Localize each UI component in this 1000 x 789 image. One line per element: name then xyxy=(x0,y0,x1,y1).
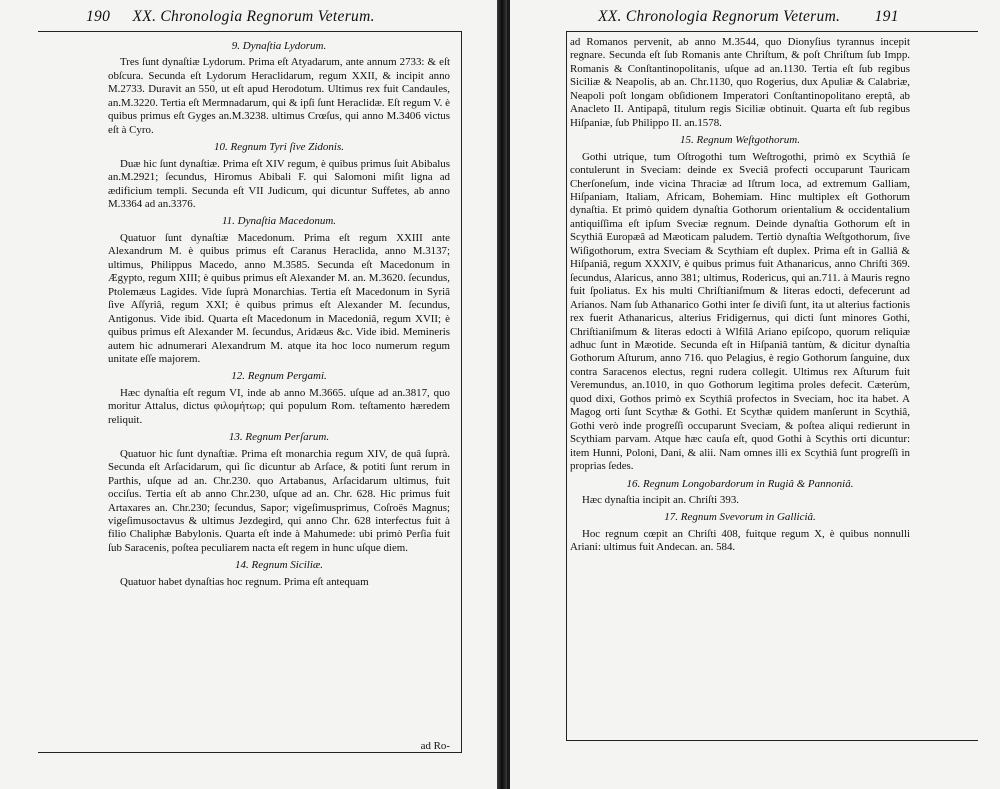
section-heading: 15. Regnum Weſtgothorum. xyxy=(680,134,800,147)
section-body: Duæ hic ſunt dynaſtiæ. Prima eſt XIV regum, è quibus primus ſuit Abibalus an.M.2921; ſecundus, Hiromus Abibali F. qui Salomoni miſit ligna ad ædificium templi. Secunda eſt VII Judicum, qui dicuntur Suffetes, ab anno M.3364 ad an.3376. xyxy=(108,157,450,210)
page-number: 191 xyxy=(874,8,899,25)
catchword: ad Ro- xyxy=(420,740,450,752)
continued-text: ad Romanos pervenit, ab anno M.3544, quo Dionyſius tyrannus incepit regnare. Secunda eſt ſub Romanis ante Chriſtum, & poſt Chriſtum ſub Impp. Romanis & Conſtantinopolitanis, uſque ad an.1130. Tertia eſt ſub regibus Siciliæ & Neapolis, ab an. Chr.1130, quo Rogerius, dux Apuliæ & Calabriæ, Neapoli poſt longam obſidionem Imperatori Conſtantinopolitano ereptâ, ab Anacleto II. Antipapâ, titulum regis Siciliæ obtinuit. Quarta eſt ſub regibus Hiſpaniæ, ſub Philippo II. an.1578. xyxy=(570,36,910,129)
top-rule xyxy=(38,31,462,32)
section-body: Hæc dynaſtia eſt regum VI, inde ab anno M.3665. uſque ad an.3817, quo moritur Attalus, dictus φιλομήτωρ; qui populum Rom. teſtamento hæredem reliquit. xyxy=(108,386,450,426)
section-body: Hoc regnum cœpit an Chriſti 408, fuitque regum X, è quibus nonnulli Ariani: ultimus fuit Andecan. an. 584. xyxy=(570,527,910,554)
right-page xyxy=(507,0,1000,789)
section-heading: 14. Regnum Siciliæ. xyxy=(235,559,323,572)
section-heading: 13. Regnum Perſarum. xyxy=(228,431,330,444)
top-rule xyxy=(566,31,978,32)
right-text-column xyxy=(570,36,910,557)
bottom-rule xyxy=(566,740,978,741)
section-heading: 16. Regnum Longobardorum in Rugiâ & Pannoniâ. xyxy=(626,477,854,490)
section-heading: 17. Regnum Svevorum in Galliciâ. xyxy=(664,511,816,524)
section-heading: 10. Regnum Tyri ſive Zidonis. xyxy=(214,141,344,154)
section-heading: 11. Dynaſtia Macedonum. xyxy=(221,215,337,228)
section-heading: 9. Dynaſtia Lydorum. xyxy=(231,40,327,52)
left-text-column xyxy=(108,36,450,591)
right-page-header xyxy=(598,8,899,26)
section-body: Tres ſunt dynaſtiæ Lydorum. Prima eſt Atyadarum, ante annum 2733: & eſt obſcura. Secunda eſt Lydorum Heraclidarum, regum XXII, & incipit anno M.2733. Duravit an 550, ut eſt apud Herodotum. Ultimus rex fuit Candaules, an.M.3220. Tertia eſt Mermnadarum, qui & ipſi ſunt Heraclidæ. Eſt regum V. è quibus primus eſt Gyges an.M.3238. ultimus Crœſus, qui anno M.3406 victus eſt à Cyro. xyxy=(108,56,450,136)
side-rule xyxy=(566,31,567,741)
section-body: Quatuor habet dynaſtias hoc regnum. Prima eſt antequam xyxy=(120,575,369,588)
running-head: XX. Chronologia Regnorum Veterum. xyxy=(132,8,375,25)
side-rule xyxy=(461,31,462,753)
book-gutter xyxy=(497,0,507,789)
left-page-header xyxy=(86,8,375,26)
running-head: XX. Chronologia Regnorum Veterum. xyxy=(598,8,841,25)
section-body: Quatuor hic ſunt dynaſtiæ. Prima eſt monarchia regum XIV, de quâ ſuprà. Secunda eſt Arſacidarum, qui ſic dicuntur ab Arſace, & potiti ſunt rerum in Parthis, uſque ad an. Chr.230. quo Artabanus, Arſacidarum ultimus, fuit occiſus. Tertia eſt ab anno Chr.230, uſque ad an. Chr. 628. Hic primus fuit Artaxares an. Chr.230; ſecundus, Sapor; vigeſimusprimus, Coſroës Magnus; vigeſimusoctavus & ultimus Jezdegird, qui anno Chr. 628 interfectus fuit à filio Chaliphæ Babylonis. Quarta eſt inde à Mahumede: ubi primò Perſia fuit ſub Saracenis, poſtea peculiarem nacta eſt regem in hunc uſque diem. xyxy=(108,447,450,554)
section-body: Hæc dynaſtia incipit an. Chriſti 393. xyxy=(582,493,739,506)
section-body: Quatuor ſunt dynaſtiæ Macedonum. Prima eſt regum XXIII ante Alexandrum M. è quibus primus eſt Caranus Heraclida, anno M.3137; ultimus, Philippus Macedo, anno M.3585. Secunda eſt Macedonum in Ægypto, regum XIII; è quibus primus eſt Alexander M. an. M.3620. ſecundus, Ptolemæus Lagides. Vide ſuprà Monarchias. Tertia eſt Macedonum in Syriâ ſive Aſſyriâ, regum XXI; è quibus primus eſt Alexander M. ſecundus, Antigonus. Vide ibid. Quarta eſt Macedonum in Macedoniâ, regum XVII; è quibus primus eſt Alexander M. ſecundus, Aridæus &c. Vide ibid. Memineris autem hic adnumerari Alexandrum M. atque ita hoc loco numerum regum unitate eſſe majorem. xyxy=(108,231,450,365)
section-body: Gothi utrique, tum Oſtrogothi tum Weſtrogothi, primò ex Scythiâ ſe contulerunt in Sveciam: deinde ex Sveciâ profecti occuparunt Tauricam Cherſoneſum, inde vicina Thraciæ ad Iſtrum loca, ad extremum Galliam, Hiſpaniam, Italiam, Africam, Bohemiam. Hinc multiplex eſt Gothorum dynaſtia. Et primò quidem dynaſtia Gothorum orientalium & occidentalium antiquiſſima eſt ipſum Sveciæ regnum. Deinde dynaſtia Gothorum eſt in Scythiâ Europæâ ad Mæoticam paludem. Tertiò dynaſtia Weſtgothorum, ſive Wiſigothorum, extra Sveciam & Scythiam eſt duplex. Prima eſt in Galliâ & Hiſpaniâ, regum XXXIV, è quibus primus fuit Athanaricus, anno Chriſti 369. ſecundus, Alaricus, anno 381; ultimus, Rodericus, qui an.711. à Mauris regno fuit ſpoliatus. Ex his multi Chriſtianiſmum & literas edocti, defecerunt ad Arianos. Nam ſub Athanarico Gothi inter ſe diviſi ſunt, ita ut alterius factionis rex fuerit Athanaricus, alterius Fridigernus, qui dicti ſunt minores Gothi, Chriſtianiſmum & literas edocti à Wlfilâ Ariano epiſcopo, quorum reliquiæ adhuc ſunt in Mæotide. Secunda eſt in Hiſpaniâ tantùm, & dicitur dynaſtia Gothorum Aſturum, anno 716. quo Pelagius, è regio Gothorum ſanguine, dux contra Saracenos electus, regni rudera collegit. Ultimus rex Aſturum fuit Veremundus, an.1010, in quo Gothorum legitima proles defecit. Cæterùm, quod dixi, Gothos primò ex Scythiâ profectos in Sveciam, hoc ita habet. A Magog orti ſunt Scythæ & Gothi. Et Scythæ quidem manſerunt in Scythiâ, Gothi verò inde progreſſi occuparunt Sveciam, & poſtea aliqui redierunt in Scythiam parvam. Atque hæc cauſa eſt, quod Gothi à Scythis orti dicuntur: item Hunni, Poloni, Dani, & alii. Nam omnes illi ex Scythiâ ſunt progreſſi in proprias ſedes. xyxy=(570,150,910,473)
section-heading: 12. Regnum Pergami. xyxy=(231,370,327,383)
page-number: 190 xyxy=(86,8,111,25)
